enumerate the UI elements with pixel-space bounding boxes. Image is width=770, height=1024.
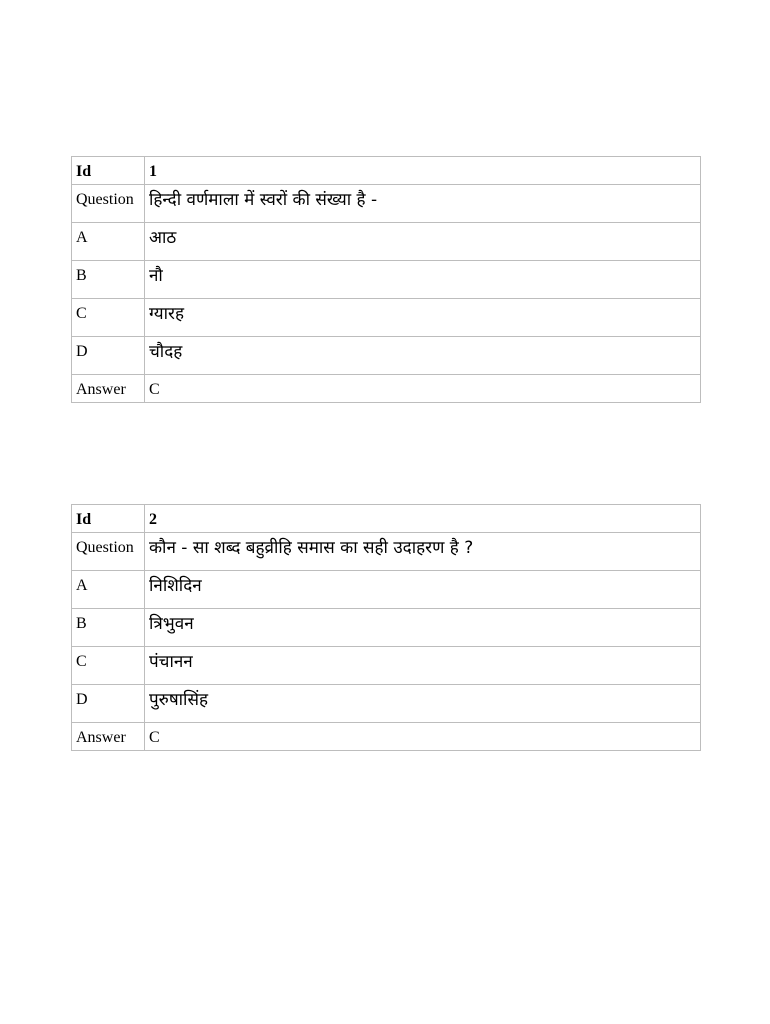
option-c-row [72,647,701,685]
option-b-row [72,609,701,647]
id-value: 1 [145,157,701,185]
answer-value: C [145,375,701,403]
question-table [71,504,701,751]
option-a-text: निशिदिन [145,571,701,609]
option-c-label: C [72,299,145,337]
question-row [72,185,701,223]
question-table [71,156,701,403]
answer-label: Answer [72,375,145,403]
answer-value: C [145,723,701,751]
id-label: Id [72,157,145,185]
option-d-label: D [72,337,145,375]
answer-label: Answer [72,723,145,751]
answer-row [72,375,701,403]
option-a-row [72,571,701,609]
option-b-row [72,261,701,299]
option-a-text: आठ [145,223,701,261]
option-c-text: ग्यारह [145,299,701,337]
option-d-label: D [72,685,145,723]
question-label: Question [72,185,145,223]
question-label: Question [72,533,145,571]
id-value: 2 [145,505,701,533]
option-b-label: B [72,609,145,647]
option-d-row [72,685,701,723]
id-label: Id [72,505,145,533]
option-a-label: A [72,223,145,261]
option-a-row [72,223,701,261]
id-row [72,157,701,185]
question-text: हिन्दी वर्णमाला में स्वरों की संख्या है - [145,185,701,223]
option-c-row [72,299,701,337]
option-b-text: त्रिभुवन [145,609,701,647]
option-c-text: पंचानन [145,647,701,685]
option-d-text: चौदह [145,337,701,375]
option-d-row [72,337,701,375]
option-b-text: नौ [145,261,701,299]
question-text: कौन - सा शब्द बहुव्रीहि समास का सही उदाहरण है ? [145,533,701,571]
question-row [72,533,701,571]
answer-row [72,723,701,751]
id-row [72,505,701,533]
option-d-text: पुरुषासिंह [145,685,701,723]
option-b-label: B [72,261,145,299]
option-a-label: A [72,571,145,609]
option-c-label: C [72,647,145,685]
